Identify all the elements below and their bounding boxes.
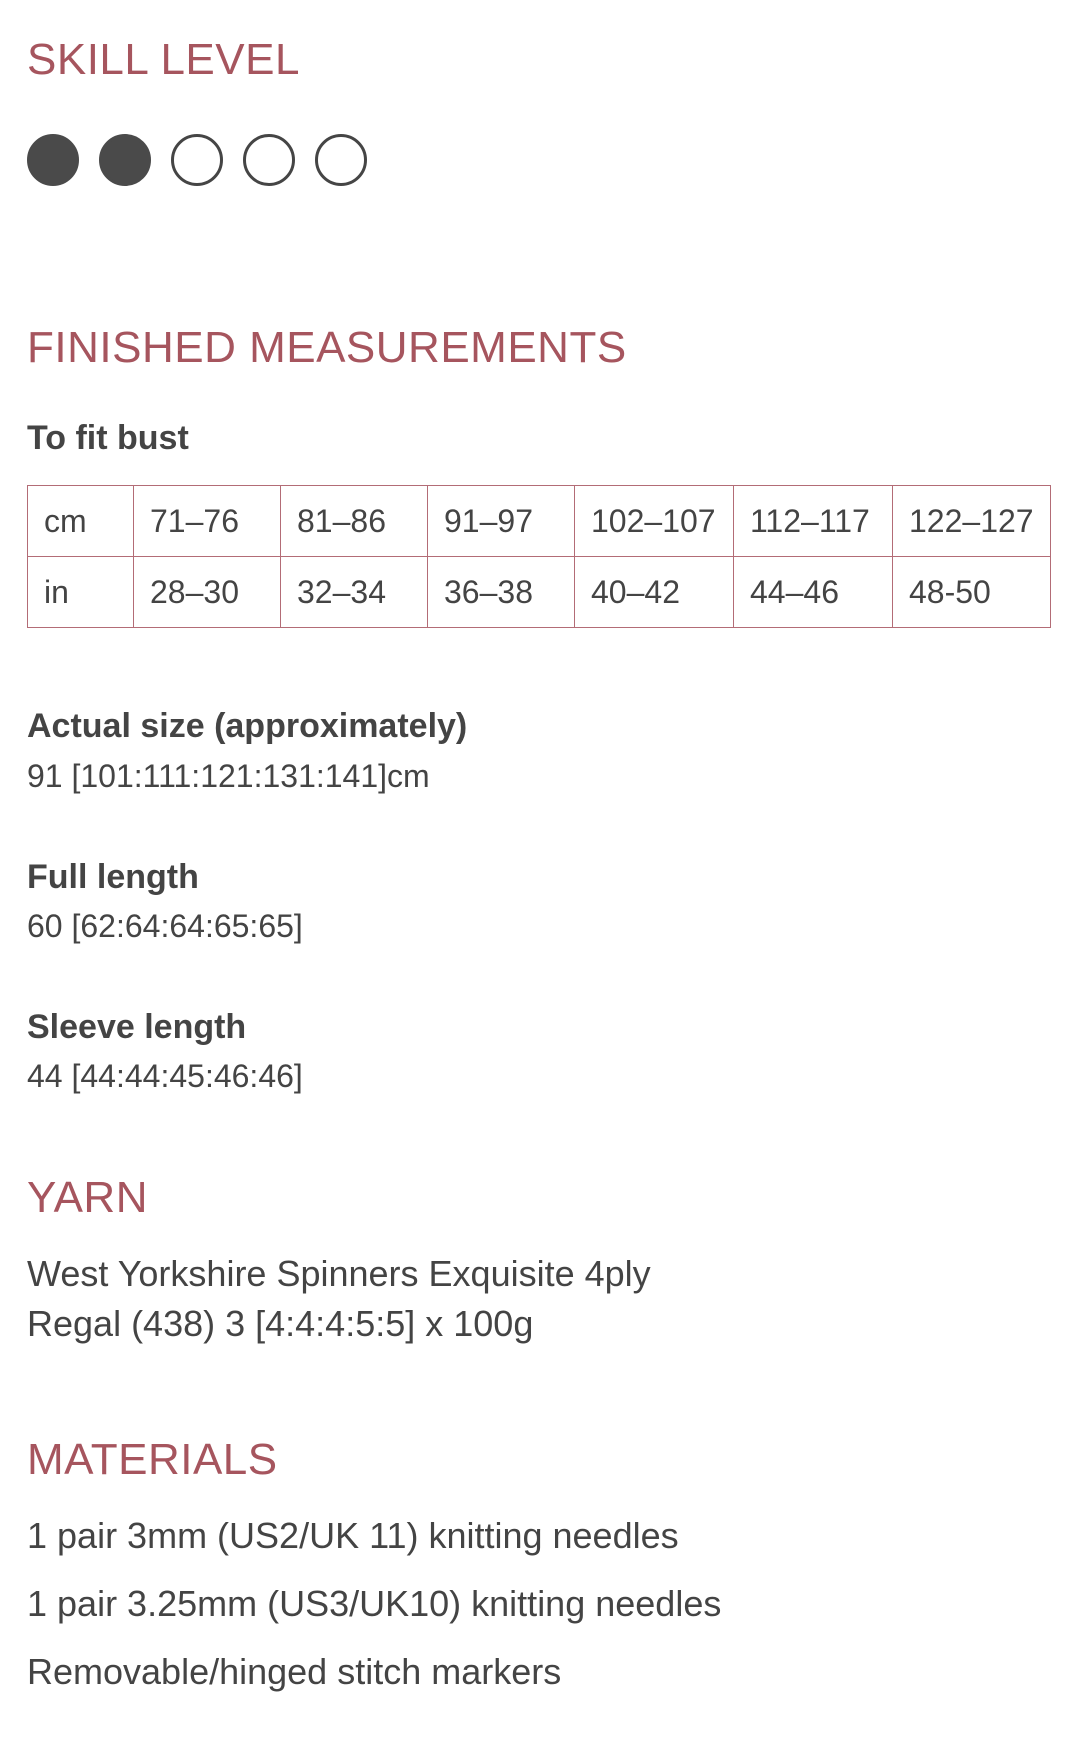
table-cell: 36–38 — [428, 557, 575, 628]
materials-item: 1 pair 3mm (US2/UK 11) knitting needles — [27, 1515, 679, 1556]
table-cell: 81–86 — [281, 486, 428, 557]
table-row-in — [28, 557, 1051, 628]
table-cell: 40–42 — [575, 557, 734, 628]
table-cell: 32–34 — [281, 557, 428, 628]
skill-dot — [99, 134, 151, 186]
skill-dot — [171, 134, 223, 186]
table-cell: 102–107 — [575, 486, 734, 557]
finished-measurements-heading: FINISHED MEASUREMENTS — [27, 323, 627, 372]
skill-level-heading: SKILL LEVEL — [27, 35, 300, 84]
materials-item: Removable/hinged stitch markers — [27, 1651, 562, 1692]
skill-dot — [243, 134, 295, 186]
bust-size-table — [27, 485, 1051, 628]
materials-item: 1 pair 3.25mm (US3/UK10) knitting needles — [27, 1583, 722, 1624]
skill-level-rating — [27, 134, 367, 186]
table-cell: 112–117 — [734, 486, 893, 557]
table-cell: 28–30 — [134, 557, 281, 628]
full-length-label: Full length — [27, 858, 199, 896]
table-cell: 44–46 — [734, 557, 893, 628]
table-cell: cm — [28, 486, 134, 557]
yarn-line: Regal (438) 3 [4:4:4:5:5] x 100g — [27, 1303, 534, 1344]
full-length-value: 60 [62:64:64:65:65] — [27, 908, 303, 944]
actual-size-label: Actual size (approximately) — [27, 707, 468, 745]
table-cell: 122–127 — [893, 486, 1051, 557]
skill-dot — [315, 134, 367, 186]
table-cell: 48-50 — [893, 557, 1051, 628]
to-fit-bust-label: To fit bust — [27, 419, 189, 457]
table-cell: 71–76 — [134, 486, 281, 557]
table-cell: in — [28, 557, 134, 628]
yarn-line: West Yorkshire Spinners Exquisite 4ply — [27, 1253, 651, 1294]
materials-heading: MATERIALS — [27, 1435, 278, 1484]
table-cell: 91–97 — [428, 486, 575, 557]
sleeve-length-value: 44 [44:44:45:46:46] — [27, 1058, 303, 1094]
skill-dot — [27, 134, 79, 186]
sleeve-length-label: Sleeve length — [27, 1008, 247, 1046]
yarn-heading: YARN — [27, 1173, 148, 1222]
actual-size-value: 91 [101:111:121:131:141]cm — [27, 758, 430, 794]
table-row-cm — [28, 486, 1051, 557]
